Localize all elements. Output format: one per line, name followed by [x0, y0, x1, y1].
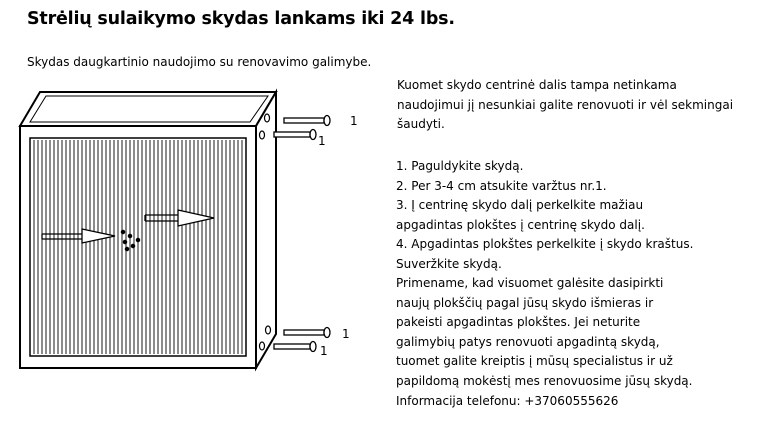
bolt-icon	[284, 328, 330, 338]
shield-plates	[34, 140, 242, 354]
arrow-right	[145, 210, 214, 226]
bolt-label: 1	[350, 114, 358, 128]
step-line: Primename, kad visuomet galėsite dasipirkti	[396, 276, 664, 290]
step-line: naujų plokščių pagal jūsų skydo išmieras ir	[396, 295, 654, 310]
bolt-hole-icon	[260, 131, 265, 139]
bolt-icon	[284, 116, 330, 126]
instruction-steps	[396, 157, 746, 391]
step-line: Suveržkite skydą.	[396, 256, 502, 271]
step-line: papildomą mokėstį mes renovuosime jūsų skydą.	[396, 373, 693, 388]
intro-paragraph: Kuomet skydo centrinė dalis tampa netinkama naudojimui jį nesunkiai galite renovuoti ir vėl sekmingai šaudyti.	[397, 78, 734, 131]
step-line: 4. Apgadintas plokštes perkelkite į skydo kraštus.	[396, 237, 694, 251]
step-line: 3. Į centrinę skydo dalį perkelkite mažiau	[396, 198, 644, 212]
bolt-label: 1	[342, 327, 350, 341]
bolt-icon	[274, 342, 316, 352]
bolt-label: 1	[318, 134, 326, 148]
bolt-hole-icon	[265, 114, 270, 122]
step-line: apgadintas plokštes į centrinę skydo dalį.	[396, 217, 645, 232]
shield-top-face	[20, 92, 276, 126]
bolt-hole-icon	[266, 326, 271, 334]
step-line: galimybių patys renovuoti apgadintą skydą,	[396, 334, 660, 349]
step-line: pakeisti apgadintas plokštes. Jei neturite	[396, 315, 641, 329]
step-line: 1. Paguldykite skydą.	[396, 159, 524, 173]
arrow-left	[42, 229, 115, 243]
step-line: tuomet galite kreiptis į mūsų specialistus ir už	[396, 354, 673, 368]
bolt-icon	[274, 130, 316, 140]
contact-phone: Informacija telefonu: +37060555626	[396, 394, 619, 408]
page-subtitle: Skydas daugkartinio naudojimo su renovavimo galimybe.	[27, 55, 372, 69]
bolt-label: 1	[320, 344, 328, 358]
bolt-hole-icon	[260, 342, 265, 350]
page-title: Strėlių sulaikymo skydas lankams iki 24 lbs.	[27, 9, 455, 29]
step-line: 2. Per 3-4 cm atsukite varžtus nr.1.	[396, 178, 607, 193]
